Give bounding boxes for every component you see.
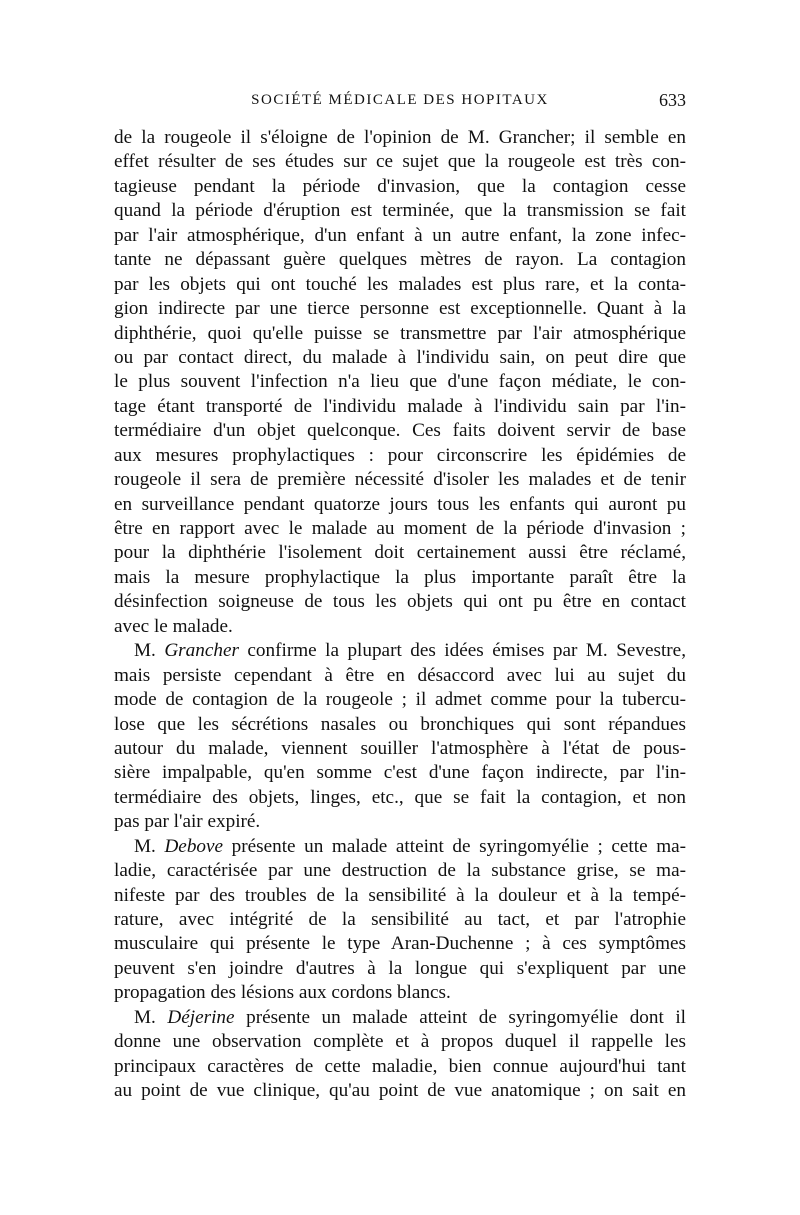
running-title: SOCIÉTÉ MÉDICALE DES HOPITAUX bbox=[251, 92, 549, 108]
text-line: pas par l'air expiré. bbox=[114, 811, 261, 833]
page-header bbox=[114, 92, 686, 118]
page-number: 633 bbox=[659, 90, 686, 110]
text-line: rougeole il sera de première nécessité d'isoler les malades et de tenir bbox=[114, 469, 686, 491]
text-line: au point de vue clinique, qu'au point de vue anatomique ; on sait en bbox=[114, 1080, 686, 1102]
paragraph-debove-first-line bbox=[114, 835, 686, 859]
text-fragment: présente un malade atteint de syringomyélie dont il bbox=[246, 1006, 686, 1028]
text-line: tagieuse pendant la période d'invasion, que la contagion cesse bbox=[114, 175, 686, 197]
text-line: avec le malade. bbox=[114, 615, 233, 637]
text-line: lose que les sécrétions nasales ou bronchiques qui sont répandues bbox=[114, 713, 686, 735]
text-line: rature, avec intégrité de la sensibilité au tact, et par l'atrophie bbox=[114, 909, 686, 930]
text-line: être en rapport avec le malade au moment de la période d'invasion ; bbox=[114, 518, 686, 539]
text-line: termédiaire des objets, linges, etc., que se fait la contagion, et non bbox=[114, 786, 686, 808]
text-line: tante ne dépassant guère quelques mètres de rayon. La contagion bbox=[114, 249, 686, 271]
speaker-name: Déjerine bbox=[167, 1006, 235, 1028]
text-line: propagation des lésions aux cordons blancs. bbox=[114, 982, 451, 1004]
text-line: nifeste par des troubles de la sensibilité à la douleur et à la tempé- bbox=[114, 884, 686, 906]
text-line: donne une observation complète et à propos duquel il rappelle les bbox=[114, 1031, 686, 1053]
text-line: peuvent s'en joindre d'autres à la longue qui s'expliquent par une bbox=[114, 957, 686, 979]
text-line: par les objets qui ont touché les malades est plus rare, et la conta- bbox=[114, 273, 686, 295]
text-line: sière impalpable, qu'en somme c'est d'une façon indirecte, par l'in- bbox=[114, 762, 686, 784]
text-line: le plus souvent l'infection n'a lieu que d'une façon médiate, le con- bbox=[114, 371, 686, 393]
text-line: mode de contagion de la rougeole ; il admet comme pour la tubercu- bbox=[114, 689, 686, 711]
text-line: musculaire qui présente le type Aran-Duchenne ; à ces symptômes bbox=[114, 933, 686, 955]
text-line: mais persiste cependant à être en désaccord avec lui au sujet du bbox=[114, 664, 686, 686]
text-line: termédiaire d'un objet quelconque. Ces faits doivent servir de base bbox=[114, 420, 686, 442]
text-line: ladie, caractérisée par une destruction de la substance grise, se ma- bbox=[114, 860, 686, 882]
body-text bbox=[114, 126, 686, 1104]
speaker-prefix: M. bbox=[134, 835, 156, 857]
text-line: par l'air atmosphérique, d'un enfant à un autre enfant, la zone infec- bbox=[114, 224, 686, 246]
text-line: désinfection soigneuse de tous les objets qui ont pu être en contact bbox=[114, 591, 686, 613]
text-line: en surveillance pendant quatorze jours tous les enfants qui auront pu bbox=[114, 493, 686, 515]
text-line: effet résulter de ses études sur ce sujet que la rougeole est très con- bbox=[114, 151, 686, 173]
text-fragment: confirme la plupart des idées émises par M. Sevestre, bbox=[247, 640, 686, 662]
text-line: autour du malade, viennent souiller l'atmosphère à l'état de pous- bbox=[114, 737, 686, 759]
speaker-prefix: M. bbox=[134, 1006, 156, 1028]
paragraph-grancher-first-line bbox=[114, 639, 686, 663]
text-line: diphthérie, quoi qu'elle puisse se transmettre par l'air atmosphérique bbox=[114, 322, 686, 344]
text-fragment: présente un malade atteint de syringomyélie ; cette ma- bbox=[231, 835, 686, 857]
text-line: gion indirecte par une tierce personne est exceptionnelle. Quant à la bbox=[114, 298, 686, 320]
speaker-prefix: M. bbox=[134, 640, 156, 662]
text-line: quand la période d'éruption est terminée, que la transmission se fait bbox=[114, 200, 686, 222]
text-line: aux mesures prophylactiques : pour circonscrire les épidémies de bbox=[114, 444, 686, 466]
text-line: pour la diphthérie l'isolement doit certainement aussi être réclamé, bbox=[114, 542, 686, 564]
speaker-name: Grancher bbox=[164, 640, 239, 662]
text-line: de la rougeole il s'éloigne de l'opinion de M. Grancher; il semble en bbox=[114, 127, 686, 148]
text-line: tage étant transporté de l'individu malade à l'individu sain par l'in- bbox=[114, 395, 686, 417]
text-line: mais la mesure prophylactique la plus importante paraît être la bbox=[114, 566, 686, 588]
speaker-name: Debove bbox=[164, 835, 224, 857]
paragraph-dejerine-first-line bbox=[114, 1006, 686, 1030]
text-line: ou par contact direct, du malade à l'individu sain, on peut dire que bbox=[114, 346, 686, 368]
text-line: principaux caractères de cette maladie, bien connue aujourd'hui tant bbox=[114, 1055, 686, 1077]
